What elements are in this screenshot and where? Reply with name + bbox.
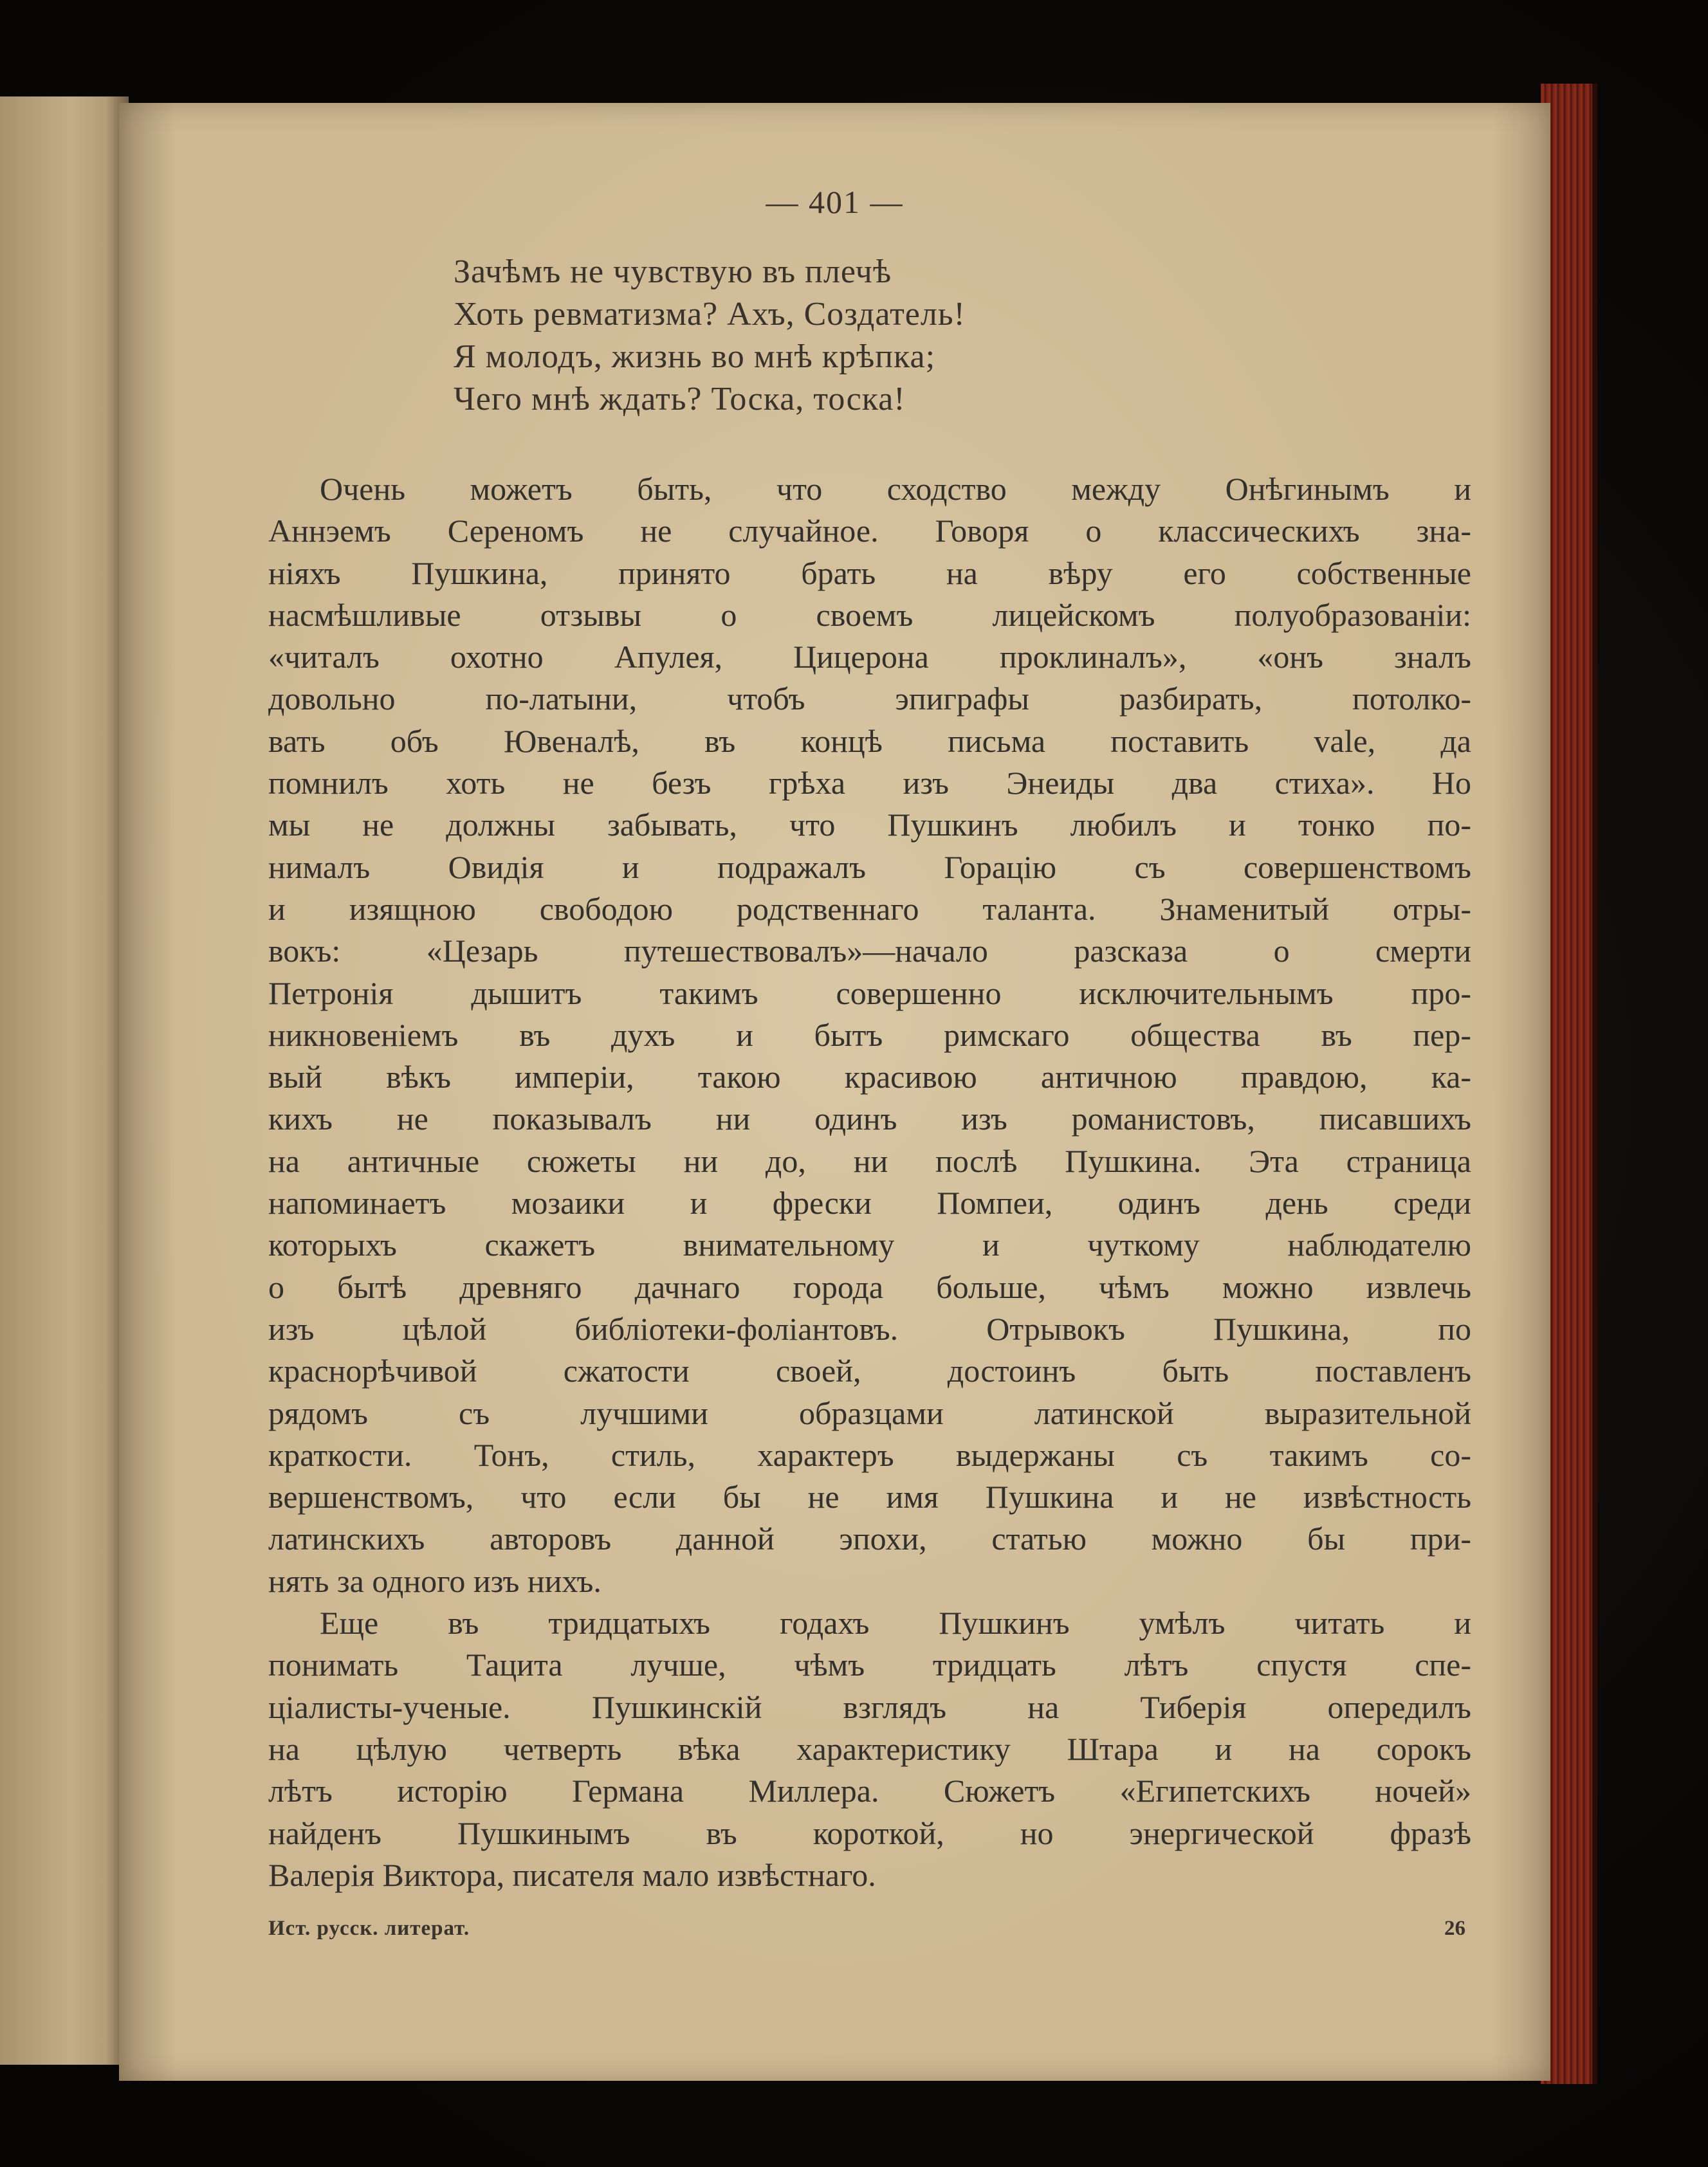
verse-line: Я молодъ, жизнь во мнѣ крѣпка;	[454, 338, 936, 375]
text-line: о бытѣ древняго дачнаго города больше, чѣмъ можно извлечь	[268, 1268, 1471, 1305]
footer-sheet-number: 26	[1444, 1917, 1465, 1940]
footer-signature: Ист. русск. литерат.	[268, 1917, 470, 1940]
text-line: мы не должны забывать, что Пушкинъ любилъ и тонко по-	[268, 807, 1471, 843]
text-line: Очень можетъ быть, что сходство между Онѣгинымъ и	[320, 471, 1471, 507]
text-line: напоминаетъ мозаики и фрески Помпеи, одинъ день среди	[268, 1185, 1471, 1221]
text-line: вать объ Ювеналѣ, въ концѣ письма поставить vale, да	[268, 722, 1471, 759]
text-line: лѣтъ исторію Германа Миллера. Сюжетъ «Египетскихъ ночей»	[268, 1773, 1471, 1809]
text-line: изъ цѣлой библіотеки-фоліантовъ. Отрывокъ Пушкина, по	[268, 1310, 1471, 1347]
verse-line: Чего мнѣ ждать? Тоска, тоска!	[454, 381, 906, 417]
verse-line: Зачѣмъ не чувствую въ плечѣ	[454, 253, 892, 290]
text-line: «читалъ охотно Апулея, Цицерона проклиналъ», «онъ зналъ	[268, 639, 1471, 675]
text-line: Валерія Виктора, писателя мало извѣстнаго.	[268, 1856, 876, 1893]
text-line: латинскихъ авторовъ данной эпохи, статью можно бы при-	[268, 1521, 1471, 1557]
text-line: и изящною свободою родственнаго таланта. Знаменитый отры-	[268, 890, 1471, 927]
text-line: на античные сюжеты ни до, ни послѣ Пушкина. Эта страница	[268, 1142, 1471, 1179]
text-line: ціалисты-ученые. Пушкинскій взглядъ на Тиберія опередилъ	[268, 1688, 1471, 1725]
verse-line: Хоть ревматизма? Ахъ, Создатель!	[454, 296, 966, 333]
text-line: вокъ: «Цезарь путешествовалъ»—начало разсказа о смерти	[268, 933, 1471, 969]
text-line: вершенствомъ, что если бы не имя Пушкина и не извѣстность	[268, 1479, 1471, 1515]
text-line: нималъ Овидія и подражалъ Горацію съ совершенствомъ	[268, 848, 1471, 885]
verse-quote	[454, 251, 1290, 421]
text-line: никновеніемъ въ духъ и бытъ римскаго общества въ пер-	[268, 1016, 1471, 1053]
text-line: вый вѣкъ имперіи, такою красивою античною правдою, ка-	[268, 1059, 1471, 1095]
text-line: Петронія дышитъ такимъ совершенно исключительнымъ про-	[268, 974, 1471, 1011]
page-number: — 401 —	[766, 184, 904, 220]
previous-page-edge	[0, 96, 129, 2065]
text-line: которыхъ скажетъ внимательному и чуткому наблюдателю	[268, 1227, 1471, 1263]
text-line: нять за одного изъ нихъ.	[268, 1562, 601, 1599]
text-line: краснорѣчивой сжатости своей, достоинъ быть поставленъ	[268, 1353, 1471, 1389]
text-line: понимать Тацита лучше, чѣмъ тридцать лѣтъ спустя спе-	[268, 1647, 1471, 1683]
text-line: рядомъ съ лучшими образцами латинской выразительной	[268, 1394, 1471, 1431]
body-text	[268, 468, 1471, 1896]
text-line: Еще въ тридцатыхъ годахъ Пушкинъ умѣлъ читать и	[320, 1605, 1471, 1641]
text-line: найденъ Пушкинымъ въ короткой, но энергической фразѣ	[268, 1815, 1471, 1851]
text-line: на цѣлую четверть вѣка характеристику Штара и на сорокъ	[268, 1730, 1471, 1767]
text-line: краткости. Тонъ, стиль, характеръ выдержаны съ такимъ со-	[268, 1436, 1471, 1473]
book-page	[119, 103, 1550, 2081]
text-line: кихъ не показывалъ ни одинъ изъ романистовъ, писавшихъ	[268, 1101, 1471, 1137]
text-line: ніяхъ Пушкина, принято брать на вѣру его собственные	[268, 554, 1471, 591]
text-line: помнилъ хоть не безъ грѣха изъ Энеиды два стиха». Но	[268, 765, 1471, 801]
text-line: довольно по-латыни, чтобъ эпиграфы разбирать, потолко-	[268, 681, 1471, 717]
text-line: насмѣшливые отзывы о своемъ лицейскомъ полуобразованіи:	[268, 596, 1471, 633]
text-line: Аннэемъ Сереномъ не случайное. Говоря о классическихъ зна-	[268, 513, 1471, 549]
